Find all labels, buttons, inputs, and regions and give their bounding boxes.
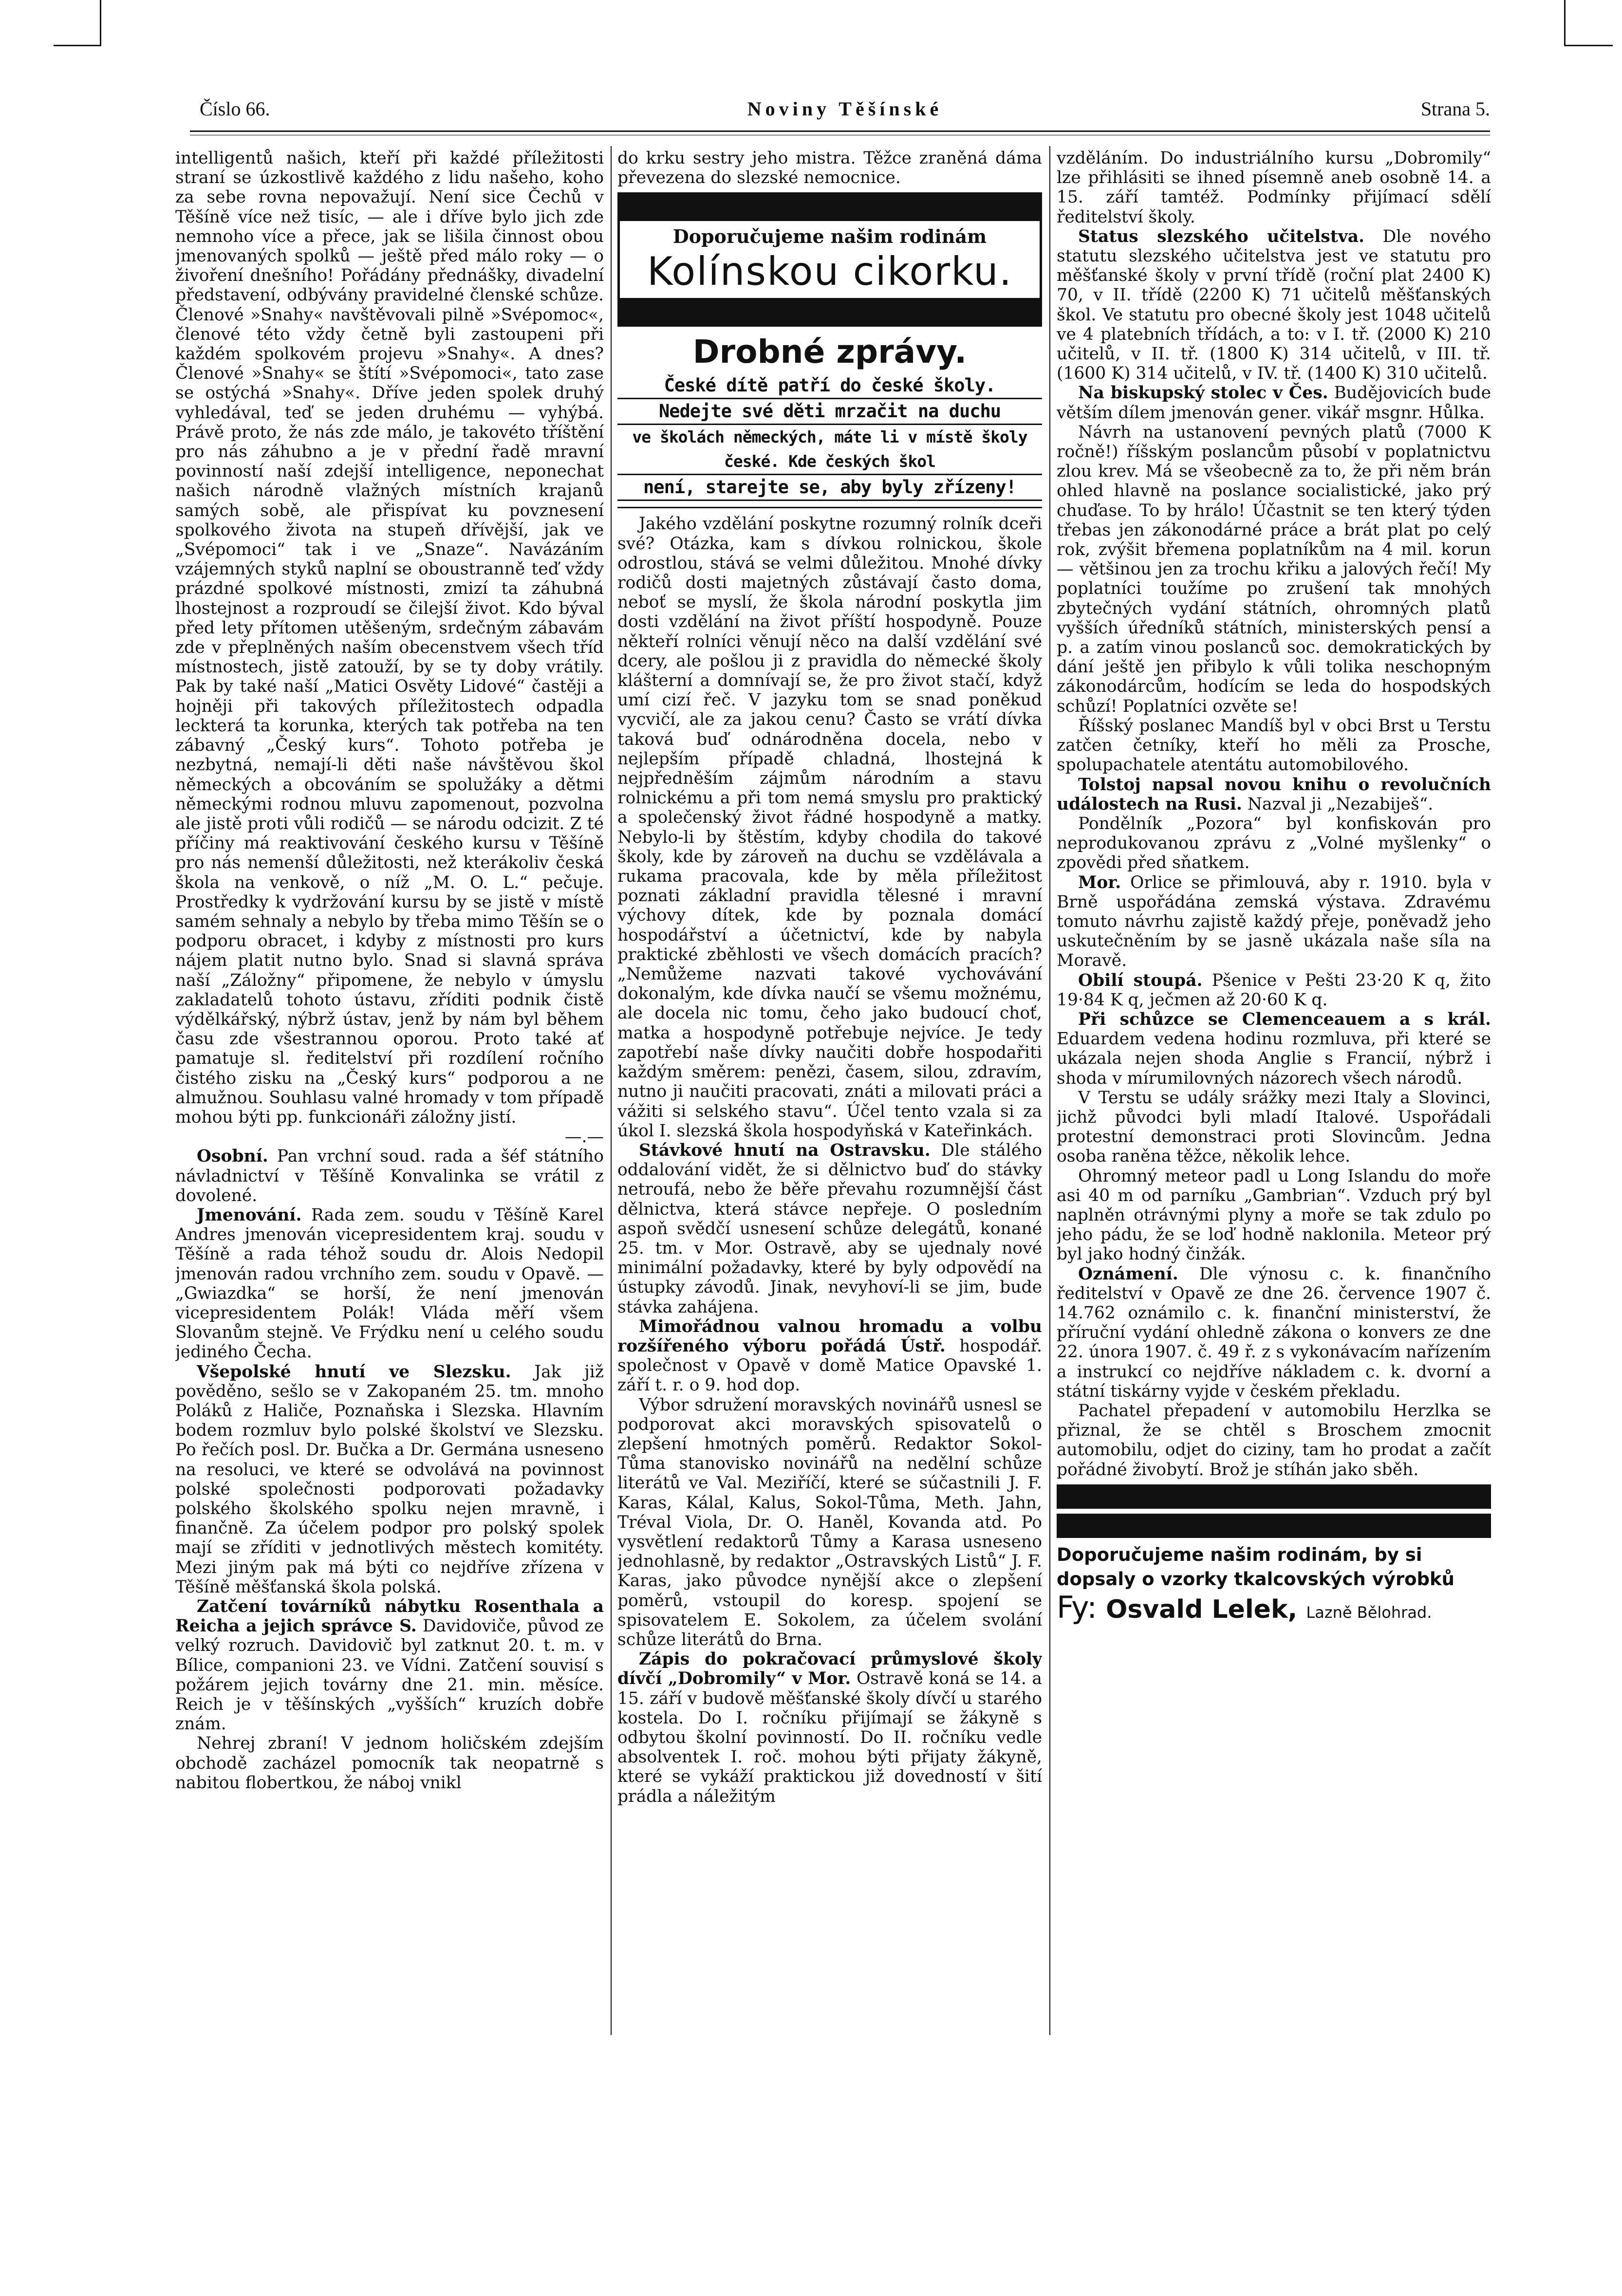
headline-lead: Na biskupský stolec v Čes. (1078, 383, 1328, 403)
article-continued: intelligentů našich, kteří při každé příležitosti straní se úzkostlivě každého z lidu našeho, koho za sebe rovna nepovažují. Není sice Čechů v Těšíně více než tisíc, — ale i dříve bylo jich zde nemnoho více a přece, jak se lišila činnost obou jmenovaných spolků — ještě před málo roky — o živoření dnešního! Pořádány přednášky, divadelní představení, odbývány pravidelné členské schůze. Členové »Snahy« navštěvovali pilně »Svépomoc«, členové této vždy četně byli zastoupeni při každém spolkovém projevu »Snahy«. A dnes? Členové »Snahy« se štítí »Svépomoci«, tato zase se ostýchá »Snahy«. Dříve jeden spolek druhý vyhledával, teď se jeden druhému — vyhýbá. Právě proto, že nás zde málo, je takovéto tříštění pro nás záhubno a je v přední řadě mravní povinností naší zdejší intelligence, neponechat našich národně vlažných místních krajanů samých sobě, ale přispívat ku povznesení spolkového života na stupeň dřívější, jak ve „Svépomoci“ tak i ve „Snaze“. Navázáním vzájemných styků naplní se oboustranně teď vždy prázdné spolkové místnosti, zmizí ta záhubná lhostejnost a rozproudí se čilejší život. Kdo býval před lety přítomen utěšeným, srdečným zábavám zde v přeplněných naším obecenstvem všech tříd místnostech, jistě zatouží, by se ty doby vrátily. Pak by také naší „Matici Osvěty Lidové“ častěji a hojněji při takových příležitostech odpadla leckterá ta korunka, kterých tak potřeba na ten zábavný „Český kurs“. Tohoto potřeba je nezbytná, nemají-li děti naše návštěvou škol německých a obcováním se spolužáky a dětmi německými rodnou mluvu zapomenout, pozvolna ale jistě proti vůli rodičů — se národu odcizit. Z té příčiny má reaktivování českého kursu v Těšíně pro nás nemenší důležitosti, než kterákoliv česká škola na venkově, o níž „M. O. L.“ pečuje. Prostředky k vydržování kursu by se jistě v místě samém sehnaly a nebylo by třeba mimo Těšín se o podporu obracet, i kdyby z místnosti pro kurs nájem platit nutno bylo. Snad si slavná správa naší „Záložny“ připomene, že nebylo v úmyslu zakladatelů tohoto ústavu, zříditi podnik čistě výdělkářský, nýbrž ústav, jenž by nám byl během času zde všestrannou oporou. Proto také ať pamatuje sl. ředitelství při rozdílení ročního čistého zisku na „Český kurs“ podporou a ne almužnou. Souhlasu valné hromady v tom případě mohou býti pp. funkcionáři záložny jistí. (175, 148, 604, 1127)
news-jmenovani: Jmenování. Rada zem. soudu v Těšíně Karel Andres jmenován vicepresidentem kraj. soudu v Těšíně a rada téhož soudu dr. Alois Nedopil jmenován radou vrchního zem. soudu v Opavě. — „Gwiazdka“ se horší, že není jmenován vicepresidentem Polák! Vláda měří všem Slovanům stejně. Ve Frýdku není u celého soudu jediného Čecha. (175, 1205, 604, 1362)
news-mandis: Říšský poslanec Mandíš byl v obci Brst u Terstu zatčen četníky, kteří ho měli za Prosche, spolupachatele atentátu automobilového. (1057, 716, 1491, 775)
newspaper-title: Noviny Těšínské (747, 98, 943, 120)
news-zapis-skola: Zápis do pokračovací průmyslové školy dívčí „Dobromily“ v Mor. Ostravě koná se 14. a 15. září v budově měšťanské školy dívčí u starého kostela. Do I. ročníku přijímají se žákyně s odbytou školní povinností. Do II. ročníku vedle absolventek I. roč. mohou býti přijaty žákyně, které se vykáží praktickou již dovedností v šití prádla a náležitým (617, 1649, 1042, 1806)
column-1 (175, 148, 604, 2021)
ad-lelek-fy: Fy: (1057, 1589, 1098, 1625)
headline-lead: Oznámení. (1078, 1264, 1178, 1284)
ad-lelek-name: Osvald Lelek, (1106, 1594, 1298, 1624)
news-vsepolske-hnuti: Všepolské hnutí ve Slezsku. Jak již pověděno, sešlo se v Zakopaném 25. tm. mnoho Poláků z Haliče, Poznaňska i Slezska. Hlavním bodem rozmluv bylo polské školství ve Slezsku. Po řečích posl. Dr. Bučka a Dr. Germána usneseno na resoluci, ve které se odvolává na povinnost polské společnosti podporovati požadavky polského školského spolku nejen mravně, i finančně. Za účelem podpor pro polský spolek mají se zříditi v jednotlivých městech komitéty. Mezi jiným pak má býti co nejdříve zřízena v Těšíně měšťanská škola polská. (175, 1362, 604, 1597)
ad-lelek-line1: Doporučujeme našim rodinám, by si dopsaly o vzorky tkalcovských výrobků (1057, 1544, 1454, 1590)
issue-number: Číslo 66. (200, 98, 270, 120)
ad-cikorka (617, 192, 1042, 327)
slogan-line: není, starejte se, aby byly zřízeny! (617, 475, 1042, 501)
ad-black-bar (620, 195, 1040, 221)
column-3 (1057, 148, 1491, 2021)
headline-lead: Tolstoj napsal novou knihu o revolučních událostech na Rusi. (1057, 775, 1491, 814)
column-divider-2 (1049, 146, 1050, 2035)
header-rule (190, 130, 1490, 135)
news-valna-hromada: Mimořádnou valnou hromadu a volbu rozšířeného výboru pořádá Ústř. hospodář. společnost v Opavě v domě Matice Opavské 1. září t. r. o 9. hod dop. (617, 1316, 1042, 1395)
ad-cikorka-line1: Doporučujeme našim rodinám (672, 225, 987, 248)
news-status-ucitelstva: Status slezského učitelstva. Dle nového statutu slezského učitelstva jest ve statutu pro měšťanské školy v první třídě (roční plat 2400 K) 70, v II. třídě (2200 K) 71 učitelů měšťanských škol. Ve statutu pro obecné školy jest 1048 učitelů ve 4 platebních třídách, a to: v I. tř. (2000 K) 210 učitelů, v II. tř. (1800 K) 314 učitelů, v III. tř. (1600 K) 314 učitelů, v IV. tř. (1400 K) 310 učitelů. (1057, 226, 1491, 384)
ad-lelek-signature (1057, 1589, 1491, 1629)
headline-lead: Status slezského učitelstva. (1078, 226, 1365, 246)
headline-lead: Mimořádnou valnou hromadu a volbu rozšířeného výboru pořádá Ústř. (617, 1316, 1042, 1356)
headline-lead: Jmenování. (197, 1205, 302, 1225)
news-terst: V Terstu se udály srážky mezi Italy a Slovinci, jichž původci byli mladí Italové. Uspořádali protestní demonstraci proti Slovincům. Jedna osoba raněna těžce, několik lehce. (1057, 1088, 1491, 1167)
signoff: —.— (565, 1127, 604, 1147)
article-end: do krku sestry jeho mistra. Těžce zraněná dáma převezena do slezské nemocnice. (617, 148, 1042, 188)
news-oznameni: Oznámení. Dle výnosu c. k. finančního ředitelství v Opavě ze dne 26. července 1907 č. 14.762 oznámilo c. k. finanční ministerství, že příruční vydání ohledně zákona o konvers ze dne 22. února 1907. č. 49 ř. z s vykonávacím nařízením a instrukcí co nejdříve nákladem c. k. dvorní a státní tiskárny vyjde v českém překladu. (1057, 1264, 1491, 1401)
separator (617, 507, 1042, 508)
news-vzdelani-rolnik: Jakého vzdělání poskytne rozumný rolník dceři své? Otázka, kam s dívkou rolnickou, škole odrostlou, stává se velmi důležitou. Mnohé dívky rodičů dosti majetných zůstávají často doma, neboť se myslí, že škola národní poskytla jim dosti vzdělání na život příští hospodyně. Pouze někteří rolníci věnují něco na další vzdělání své dcery, ale pošlou ji z pravidla do německé školy klášterní a domnívají se, že pro život stačí, když umí cizí řeč. V jazyku tom se snad poněkud vycvičí, ale za jakou cenu? Často se vrátí dívka taková buď odnárodněna docela, nebo v nejlepším případě chladná, lhostejná k nejpředněším zájmům národním a stavu rolnickému a při tom nemá smyslu pro praktický a společenský život řádné hospodyně a matky. Nebylo-li by štěstím, kdyby chodila do takové školy, kde by zároveň na duchu se vzdělávala a rukama pracovala, kde by měla příležitost poznati základní pravidla tělesné i mravní výchovy dítek, kde by poznala domácí hospodářství a účetnictví, kde by nabyla praktické zběhlosti ve všech domácích pracích? „Nemůžeme nazvati takové vychovávání dokonalým, kde dívka naučí se všemu možnému, ale docela nic tomu, čeho jako budoucí choť, matka a hospodyně potřebuje nejvíce. Je tedy zapotřebí naše dívky naučiti dobře hospodařiti každým směrem: penězi, časem, silou, zdravím, nutno ji naučiti pracovati, znáti a milovati práci a vážiti si selského stavu“. Účel tento vzala si za úkol I. slezská škola hospodyňská v Kateřinkách. (617, 514, 1042, 1141)
column-2 (617, 148, 1042, 2021)
headline-lead: Obilí stoupá. (1078, 970, 1203, 990)
column-divider-1 (611, 146, 612, 2035)
headline-lead: Osobní. (197, 1147, 268, 1167)
news-navrh-platu: Návrh na ustanovení pevných platů (7000 K ročně!) říšským poslancům působí v poplatnictvu zlou krev. Má se všeobecně za to, že při něm brán ohled hlavně na poslance socialistické, jako prý chuďase. To by hrálo! Účastnit se ten který týden třebas jen zákonodárné práce a brát plat po celý rok, zvýšit břemena poplatníkům na 4 mil. korun — většinou jen za trochu křiku a jalových řečí! My poplatníci toužíme po zrušení tak mnohých zbytečných vydání státních, ohromných platů vyšších úředníků státních, ministerských pensí a p. a zatím vinou poslanců soc. demokratických by dání ještě jen přibylo k vůli tolika neschopným zákonodárcům, hodícím se leda do hospodských schůzí! Poplatníci ozvěte se! (1057, 422, 1491, 716)
ad-lelek-place: Lazně Bělohrad. (1306, 1603, 1432, 1622)
news-obili: Obilí stoupá. Pšenice v Pešti 23·20 K q, žito 19·84 K q, ječmen až 20·60 K q. (1057, 970, 1491, 1010)
news-nehrej-zbrani: Nehrej zbraní! V jednom holičském zdejším obchodě zacházel pomocník tak neopatrně s nabitou flobertkou, že náboj vnikl (175, 1734, 604, 1793)
news-pozor: Pondělník „Pozora“ byl konfiskován pro neprodukovanou zprávu z „Volné myšlenky“ o zpovědi před sňatkem. (1057, 814, 1491, 873)
headline-lead: Mor. (1078, 872, 1121, 892)
crop-mark-top (54, 45, 101, 46)
headline-lead: Zápis do pokračovací průmyslové školy dívčí „Dobromily“ v Mor. (617, 1649, 1042, 1689)
crop-mark-left (100, 0, 101, 46)
news-clemenceau: Při schůzce se Clemenceauem a s král. Eduardem vedena hodinu rozmluva, při které se ukázala nejen shoda Anglie s Francií, nýbrž i shoda v mírumilovných názorech všech národů. (1057, 1009, 1491, 1088)
crop-mark-right (1564, 0, 1566, 46)
slogan-line: Nedejte své děti mrzačit na duchu (617, 399, 1042, 425)
ad-black-bar (620, 298, 1040, 324)
slogan-line: České dítě patří do české školy. (617, 373, 1042, 399)
page-number: Strana 5. (1420, 98, 1490, 120)
news-vzdelani-cont: vzděláním. Do industriálního kursu „Dobromily“ lze přihlásiti se ihned písemně aneb osobně 14. a 15. září tamtéž. Podmínky přijímací sdělí ředitelství školy. (1057, 148, 1491, 227)
news-tolstoj: Tolstoj napsal novou knihu o revolučních událostech na Rusi. Nazval ji „Nezabiješ“. (1057, 775, 1491, 814)
ad-black-bar (1057, 1484, 1491, 1509)
slogan-line: ve školách německých, máte li v místě školy české. Kde českých škol (617, 425, 1042, 475)
news-mor-orlice: Mor. Orlice se přimlouvá, aby r. 1910. byla v Brně uspořádána zemská výstava. Zdravému tomuto návrhu zajistě každý přeje, poněvadž jeho uskutečněním by se jasně ukázala naše síla na Moravě. (1057, 872, 1491, 971)
news-zatceni: Zatčení továrníků nábytku Rosenthala a Reicha a jejich správce S. Davidoviče, původ ze velký rozruch. Davidovič byl zatknut 20. t. m. v Bílice, companioni 23. ve Vídni. Zatčení souvisí s požárem jejich továrny dne 21. min. měsíce. Reich je v těšínských „vyšších“ kruzích dobře znám. (175, 1597, 604, 1734)
headline-lead: Při schůzce se Clemenceauem a s král. (1078, 1009, 1491, 1029)
ad-black-bar (1057, 1514, 1491, 1538)
news-pachatel: Pachatel přepadení v automobilu Herzlka se přiznal, že se chtěl s Broschem zmocnit automobilu, odjet do ciziny, tam ho prodat a začít pořádné živobytí. Brož je stíhán jako sběh. (1057, 1401, 1491, 1480)
section-title: Drobné zprávy. (692, 333, 967, 371)
news-stavkove-hnuti: Stávkové hnutí na Ostravsku. Dle stálého oddalování vidět, že si dělnictvo buď do stávky netroufá, nebo že běře převahu rozumnější část dělnictva, která stávce nepřeje. O posledním aspoň svědčí usnesení schůze delegátů, konané 25. tm. v Mor. Ostravě, aby se ujednaly nové minimální požadavky, které by byly odpovědí na ústupky závodů. Jinak, nevyhoví-li se jim, bude stávka zahájena. (617, 1140, 1042, 1317)
crop-mark-top-right (1564, 45, 1613, 46)
news-novinari: Výbor sdružení moravských novinářů usnesl se podporovat akci moravských spisovatelů o zlepšení hmotných poměrů. Redaktor Sokol-Tůma stanovisko novinářů na nedělní schůze literátů ve Val. Meziříčí, které se súčastnili J. F. Karas, Kálal, Kalus, Sokol-Tůma, Meth. Jahn, Tréval Viola, Dr. O. Haněl, Kovanda atd. Po vysvětlení redaktorů Tůmy a Karasa usneseno jednohlasně, by redaktor „Ostravských Listů“ J. F. Karas, jako původce nynější akce o zlepšení poměrů, vstoupil do koresp. spojení se spisovatelem E. Sokolem, za účelem svolání schůze literátů do Brna. (617, 1395, 1042, 1649)
news-meteor: Ohromný meteor padl u Long Islandu do moře asi 40 m od parníku „Gambrian“. Vzduch prý byl naplněn otrávnými plyny a moře se tak zdulo po jeho pádu, že se loď hodně naklonila. Meteor prý byl jako hodný činžák. (1057, 1166, 1491, 1264)
page-header (200, 97, 1490, 131)
headline-lead: Stávkové hnutí na Ostravsku. (639, 1140, 931, 1160)
news-biskupsky-stolec: Na biskupský stolec v Čes. Budějovicích bude větším dílem jmenován gener. vikář msgnr. Hůlka. (1057, 383, 1491, 423)
headline-lead: Zatčení továrníků nábytku Rosenthala a Reicha a jejich správce S. (175, 1597, 604, 1636)
headline-lead: Všepolské hnutí ve Slezsku. (197, 1362, 511, 1382)
news-osobni: Osobní. Pan vrchní soud. rada a šéf státního návladnictví v Těšíně Konvalinka se vrátil z dovolené. (175, 1147, 604, 1205)
ad-cikorka-line2: Kolínskou cikorku. (647, 249, 1013, 295)
